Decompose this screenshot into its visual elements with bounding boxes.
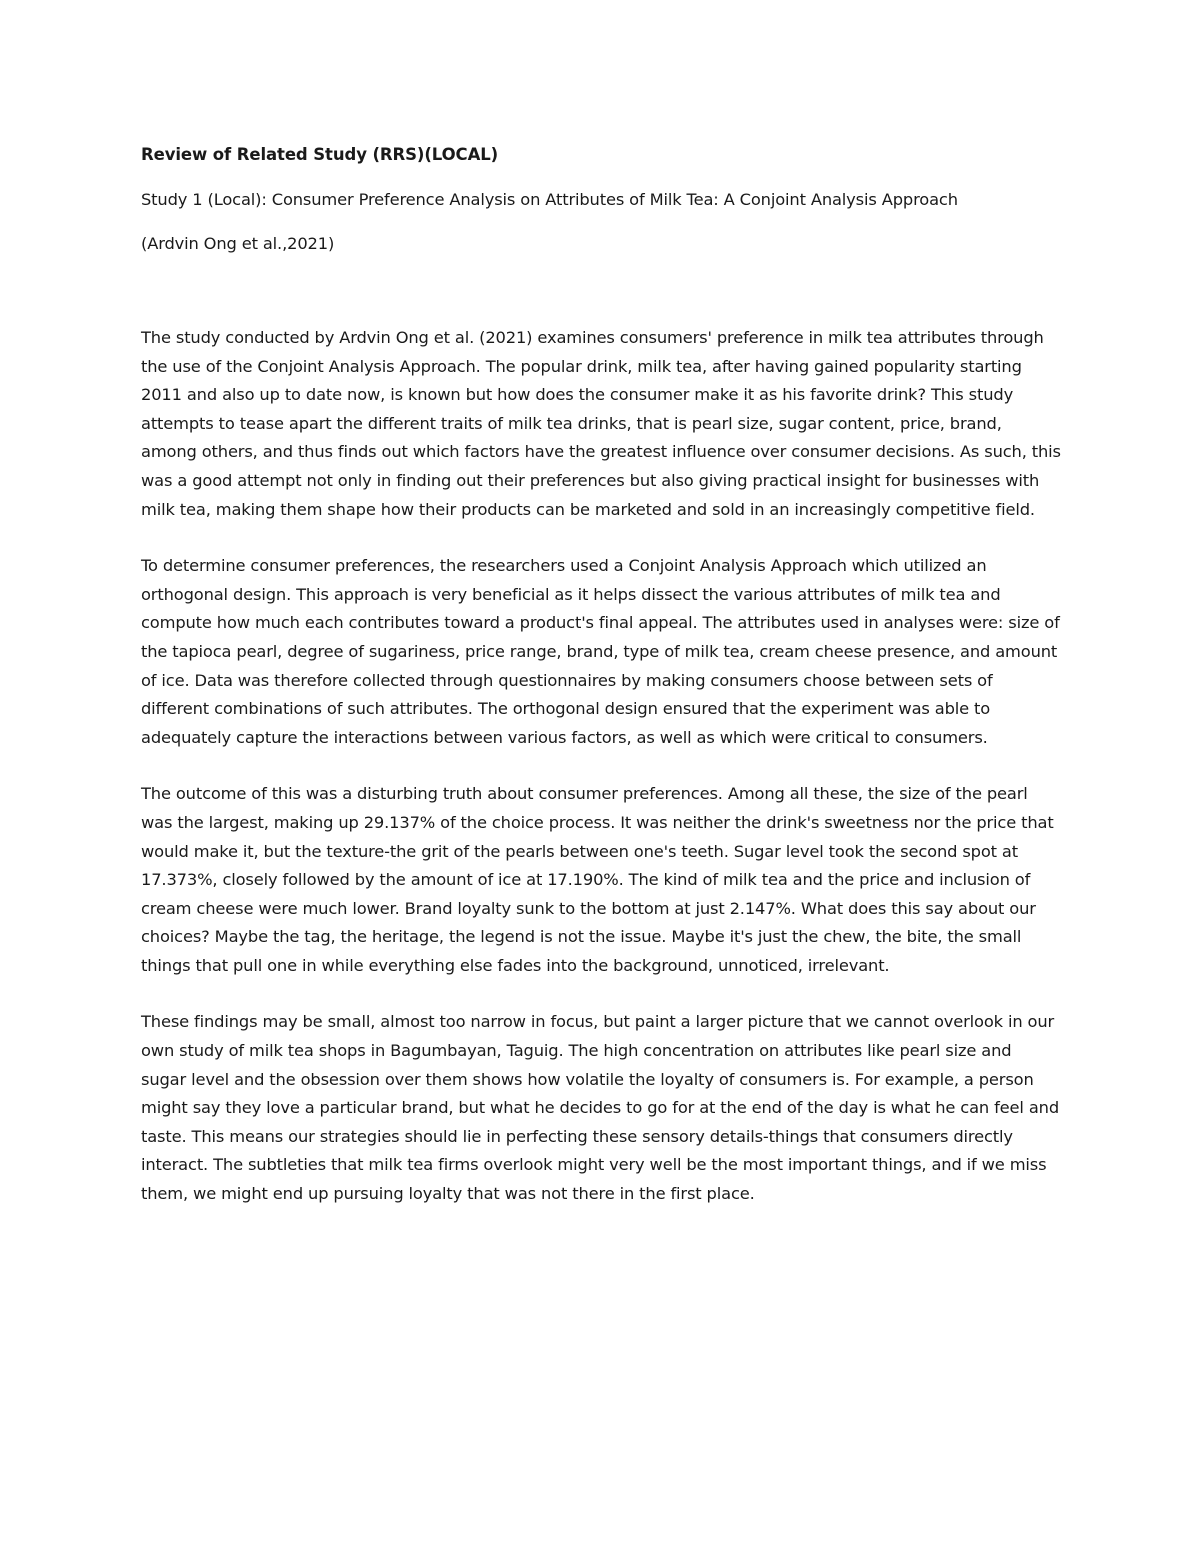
paragraph-implications: These findings may be small, almost too narrow in focus, but paint a larger picture that we cannot overlook in our own study of milk tea shops in Bagumbayan, Taguig. The high concentration on attributes like pearl size and sugar level and the obsession over them shows how volatile the loyalty of consumers is. For example, a person might say they love a particular brand, but what he decides to go for at the end of the day is what he can feel and taste. This means our strategies should lie in perfecting these sensory details-things that consumers directly interact. The subtleties that milk tea firms overlook might very well be the most important things, and if we miss them, we might end up pursuing loyalty that was not there in the first place. (141, 1012, 1060, 1204)
document-body (141, 143, 1061, 1209)
paragraph-results: The outcome of this was a disturbing truth about consumer preferences. Among all these, the size of the pearl was the largest, making up 29.137% of the choice process. It was neither the drink's sweetness nor the price that would make it, but the texture-the grit of the pearls between one's teeth. Sugar level took the second spot at 17.373%, closely followed by the amount of ice at 17.190%. The kind of milk tea and the price and inclusion of cream cheese were much lower. Brand loyalty sunk to the bottom at just 2.147%. What does this say about our choices? Maybe the tag, the heritage, the legend is not the issue. Maybe it's just the chew, the bite, the small things that pull one in while everything else fades into the background, unnoticed, irrelevant. (141, 784, 1054, 975)
study-citation: (Ardvin Ong et al.,2021) (141, 234, 335, 253)
paragraph-methodology: To determine consumer preferences, the researchers used a Conjoint Analysis Approach which utilized an orthogonal design. This approach is very beneficial as it helps dissect the various attributes of milk tea and compute how much each contributes toward a product's final appeal. The attributes used in analyses were: size of the tapioca pearl, degree of sugariness, price range, brand, type of milk tea, cream cheese presence, and amount of ice. Data was therefore collected through questionnaires by making consumers choose between sets of different combinations of such attributes. The orthogonal design ensured that the experiment was able to adequately capture the interactions between various factors, as well as which were critical to consumers. (141, 556, 1060, 747)
paragraph-overview: The study conducted by Ardvin Ong et al. (2021) examines consumers' preference in milk tea attributes through the use of the Conjoint Analysis Approach. The popular drink, milk tea, after having gained popularity starting 2011 and also up to date now, is known but how does the consumer make it as his favorite drink? This study attempts to tease apart the different traits of milk tea drinks, that is pearl size, sugar content, price, brand, among others, and thus finds out which factors have the greatest influence over consumer decisions. As such, this was a good attempt not only in finding out their preferences but also giving practical insight for businesses with milk tea, making them shape how their products can be marketed and sold in an increasingly competitive field. (141, 328, 1061, 519)
study-title: Study 1 (Local): Consumer Preference Analysis on Attributes of Milk Tea: A Conjoint Analysis Approach (141, 190, 958, 209)
section-heading: Review of Related Study (RRS)(LOCAL) (141, 145, 499, 164)
